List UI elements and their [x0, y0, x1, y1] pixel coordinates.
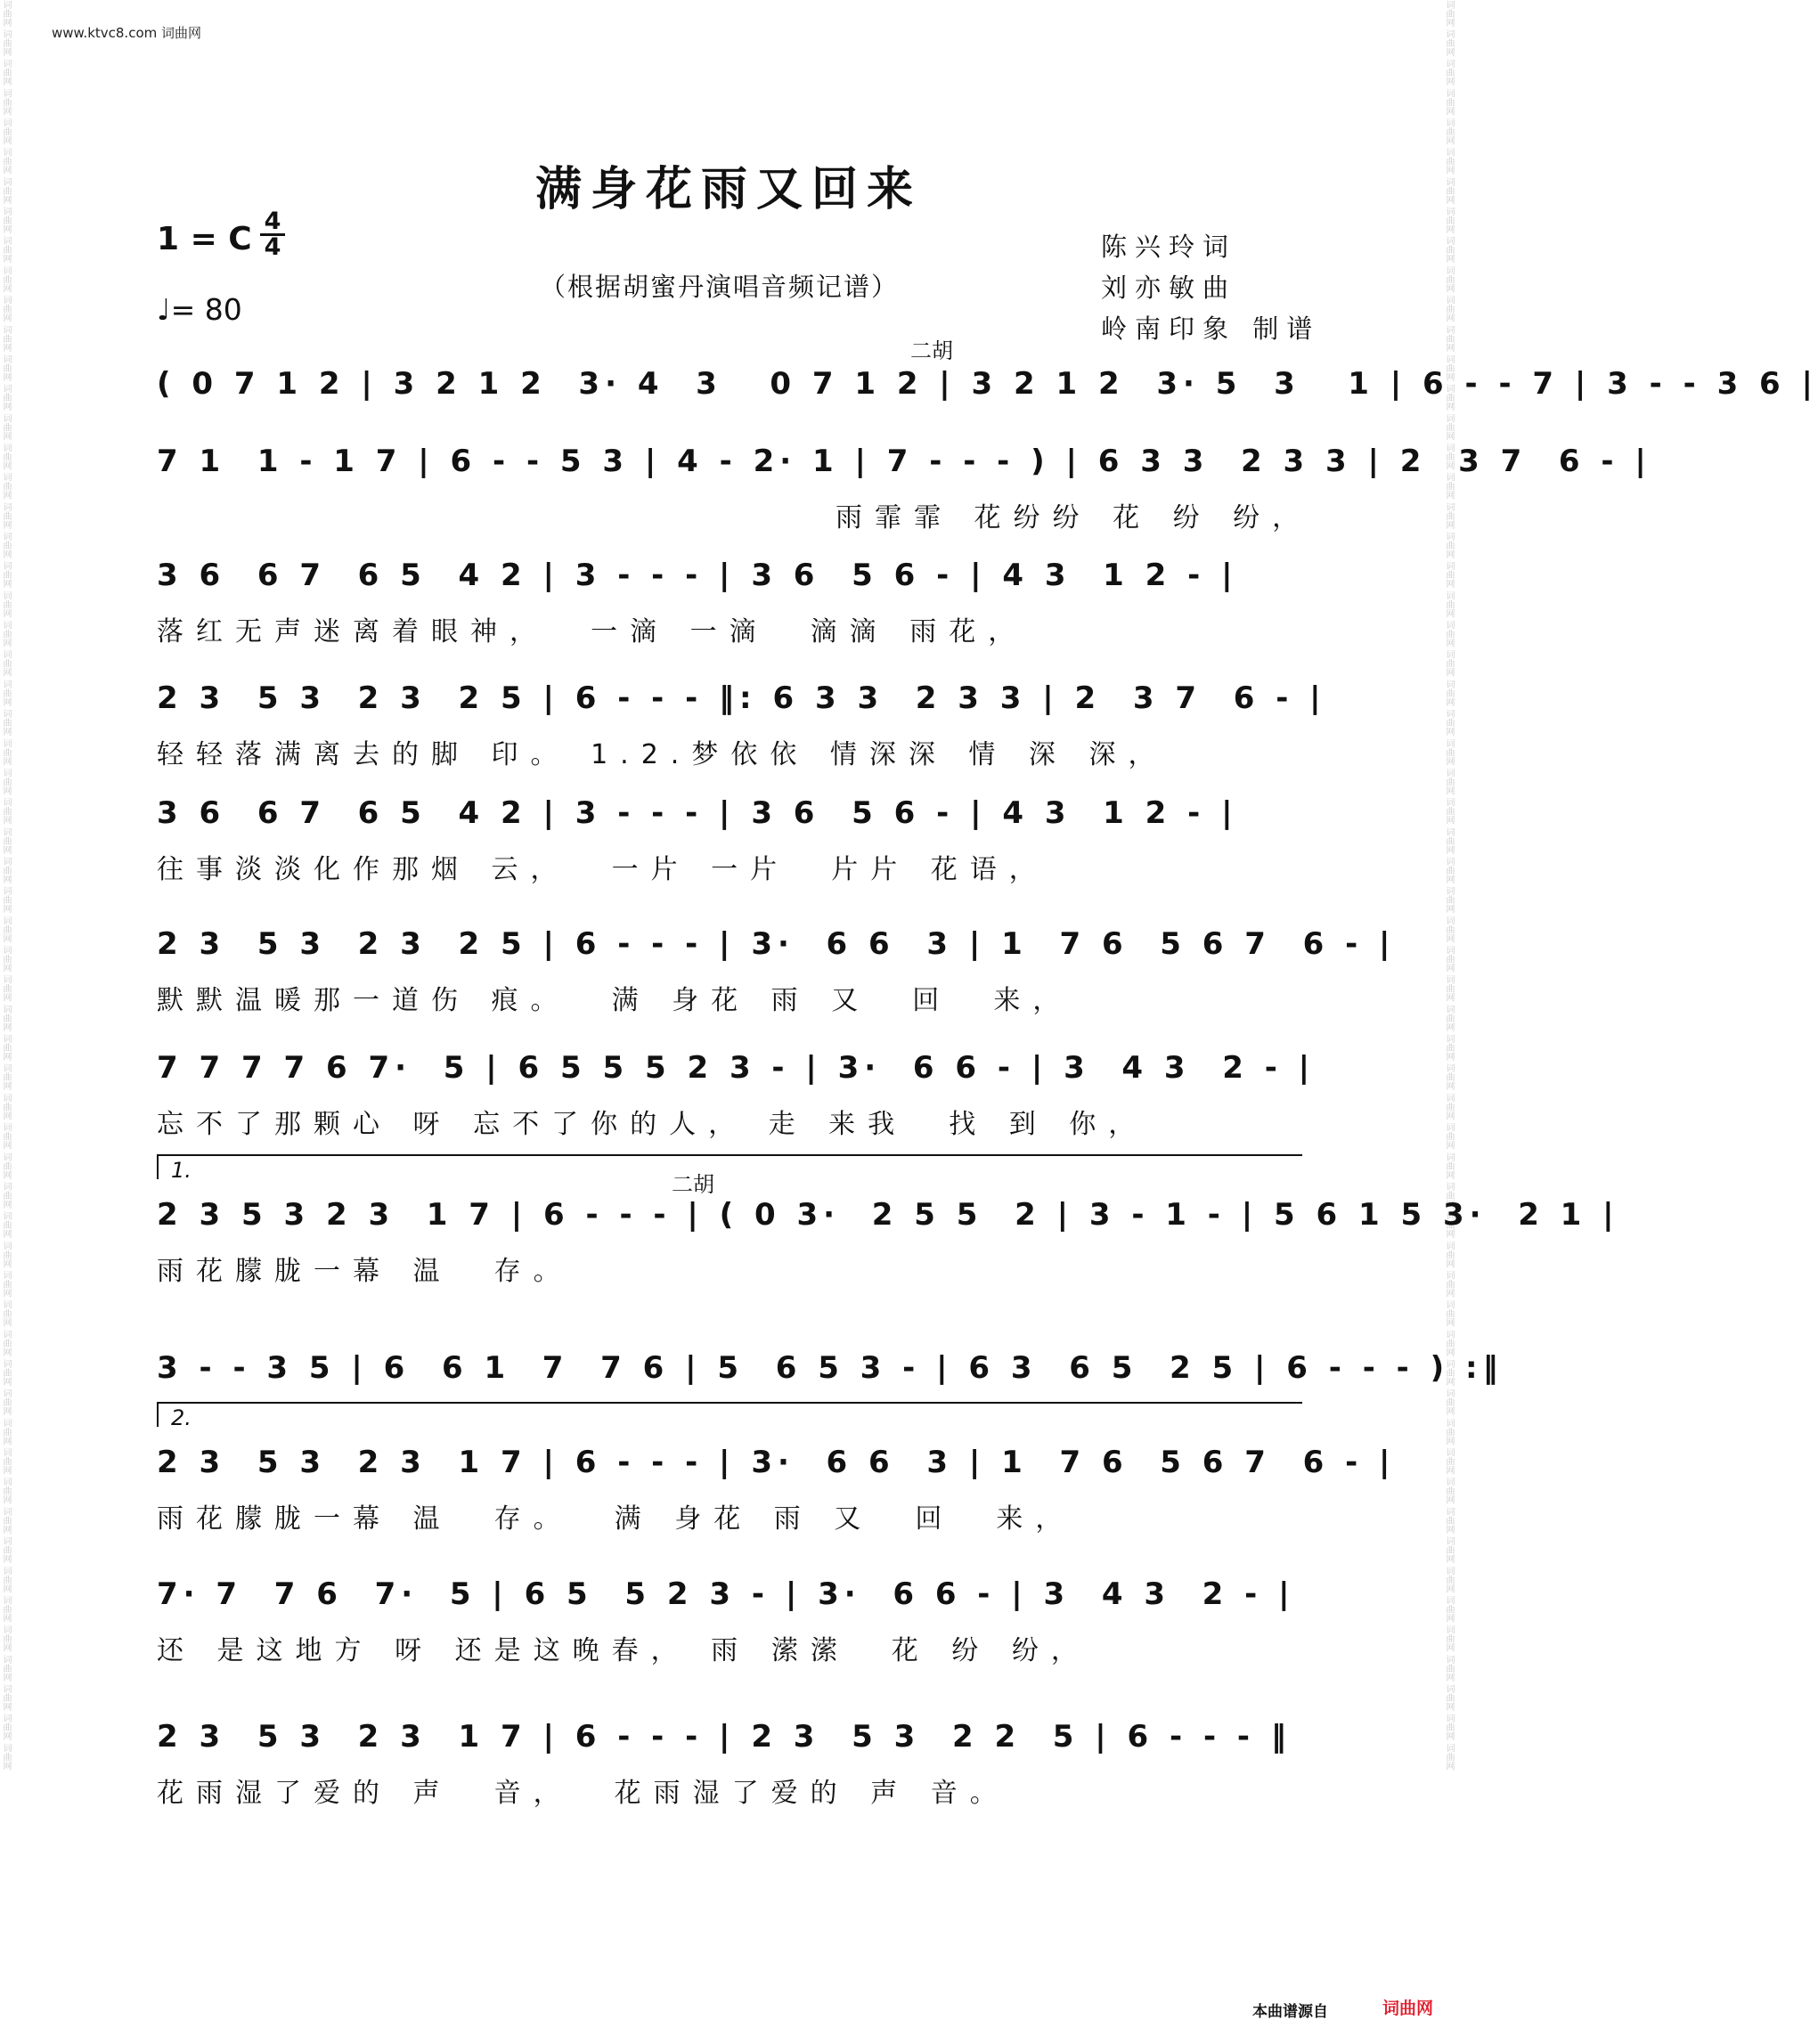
- notes-line: 7 7 7 7 6 7· 5 | 6 5 5 5 2 3 - | 3· 6 6 - | 3 4 3 2 - |: [157, 1050, 1316, 1086]
- notes-line: ( 0 7 1 2 | 3 2 1 2 3· 4 3 0 7 1 2 | 3 2 1 2 3· 5 3 1 | 6 - - 7 | 3 - - 3 6 |: [157, 366, 1818, 402]
- score-line-9: [157, 1345, 1504, 1391]
- score-line-11: [157, 1571, 1300, 1667]
- score-line-3: [157, 552, 1300, 648]
- site-header-text[interactable]: www.ktvc8.com 词曲网: [52, 25, 202, 41]
- lyrics-line: 轻轻落满离去的脚 印。 1.2.梦依依 情深深 情 深 深，: [157, 739, 1168, 770]
- footer-source-text: 本曲谱源自: [1252, 2003, 1328, 2021]
- volta-bracket-2: [157, 1402, 1302, 1430]
- credit-composer: 刘亦敏曲: [1101, 273, 1237, 303]
- footer-site-link[interactable]: 词曲网: [1382, 1999, 1434, 2018]
- score-title: 满身花雨又回来: [534, 162, 922, 216]
- score-subtitle: （根据胡蜜丹演唱音频记谱）: [540, 272, 900, 302]
- score-line-2: [157, 438, 1651, 534]
- credit-lyricist: 陈兴玲词: [1101, 232, 1237, 262]
- key-signature: 1 = C: [157, 221, 252, 257]
- edge-watermark-left: 词曲网 词曲网 词曲网 词曲网 词曲网 词曲网 词曲网 词曲网 词曲网 词曲网 词曲网 词曲网 词曲网 词曲网 词曲网 词曲网 词曲网 词曲网 词曲网 词曲网 词曲网 词曲网 词曲网 词曲网 词曲网 词曲网 词曲网 词曲网 词曲网 词曲网 词曲网 词曲网 词曲网 词曲网 词曲网 词曲网 词曲网 词曲网 词曲网 词曲网 词曲网 词曲网 词曲网 词曲网 词曲网 词曲网 词曲网 词曲网 词曲网 词曲网 词曲网 词曲网 词曲网 词曲网 词曲网 词曲网 词曲网 词曲网 词曲网 词曲网: [1, 0, 11, 1771]
- notes-line: 2 3 5 3 2 3 1 7 | 6 - - - | ( 0 3· 2 5 5 2 | 3 - 1 - | 5 6 1 5 3· 2 1 |: [157, 1197, 1619, 1233]
- lyrics-line: 雨霏霏 花纷纷 花 纷 纷，: [836, 502, 1312, 533]
- volta-1-label: 1.: [171, 1158, 192, 1183]
- score-line-4: [157, 675, 1326, 771]
- lyrics-line: 落红无声迷离着眼神， 一滴 一滴 滴滴 雨花，: [157, 616, 1028, 647]
- lyrics-line: 花雨湿了爱的 声 音， 花雨湿了爱的 声 音。: [157, 1778, 1009, 1809]
- notes-line: 2 3 5 3 2 3 1 7 | 6 - - - | 3· 6 6 3 | 1 7 6 5 6 7 6 - |: [157, 1445, 1396, 1480]
- erhu-label-1: 二胡: [910, 338, 953, 363]
- score-line-7: [157, 1045, 1316, 1141]
- notes-line: 7· 7 7 6 7· 5 | 6 5 5 2 3 - | 3· 6 6 - | 3 4 3 2 - |: [157, 1576, 1295, 1612]
- score-line-5: [157, 790, 1300, 886]
- lyrics-line: 雨花朦胧一幕 温 存。 满 身花 雨 又 回 来，: [157, 1503, 1075, 1535]
- notes-line: 2 3 5 3 2 3 1 7 | 6 - - - | 2 3 5 3 2 2 5 | 6 - - - ‖: [157, 1719, 1292, 1755]
- lyrics-line: 默默温暖那一道伤 痕。 满 身花 雨 又 回 来，: [157, 985, 1072, 1016]
- time-signature-top: 4: [264, 208, 281, 235]
- lyrics-line: 忘不了那颗心 呀 忘不了你的人， 走 来我 找 到 你，: [157, 1109, 1148, 1140]
- lyrics-line: 还 是这地方 呀 还是这晚春， 雨 潆潆 花 纷 纷，: [157, 1635, 1090, 1666]
- notes-line: 7 1 1 - 1 7 | 6 - - 5 3 | 4 - 2· 1 | 7 - - - ) | 6 3 3 2 3 3 | 2 3 7 6 - |: [157, 444, 1651, 479]
- volta-2-label: 2.: [171, 1405, 192, 1430]
- lyrics-line: 往事淡淡化作那烟 云， 一片 一片 片片 花语，: [157, 854, 1048, 885]
- notes-line: 3 - - 3 5 | 6 6 1 7 7 6 | 5 6 5 3 - | 6 3 6 5 2 5 | 6 - - - ) :‖: [157, 1350, 1504, 1386]
- tempo-marking: ♩= 80: [157, 292, 242, 327]
- volta-bracket-1: [157, 1154, 1302, 1183]
- credits: [1101, 226, 1320, 349]
- notes-line: 2 3 5 3 2 3 2 5 | 6 - - - | 3· 6 6 3 | 1 7 6 5 6 7 6 - |: [157, 926, 1396, 962]
- credit-transcriber: 岭南印象 制谱: [1101, 314, 1321, 344]
- score-line-10: [157, 1439, 1396, 1535]
- score-line-6: [157, 921, 1396, 1017]
- erhu-label-2: 二胡: [672, 1172, 714, 1197]
- edge-watermark-right: 词曲网 词曲网 词曲网 词曲网 词曲网 词曲网 词曲网 词曲网 词曲网 词曲网 词曲网 词曲网 词曲网 词曲网 词曲网 词曲网 词曲网 词曲网 词曲网 词曲网 词曲网 词曲网 词曲网 词曲网 词曲网 词曲网 词曲网 词曲网 词曲网 词曲网 词曲网 词曲网 词曲网 词曲网 词曲网 词曲网 词曲网 词曲网 词曲网 词曲网 词曲网 词曲网 词曲网 词曲网 词曲网 词曲网 词曲网 词曲网 词曲网 词曲网 词曲网 词曲网 词曲网 词曲网 词曲网 词曲网 词曲网 词曲网 词曲网 词曲网: [1444, 0, 1454, 1771]
- time-signature-bottom: 4: [264, 233, 281, 261]
- score-line-12: [157, 1714, 1300, 1810]
- score-line-1: [157, 361, 1818, 407]
- time-signature: [260, 210, 285, 259]
- notes-line: 2 3 5 3 2 3 2 5 | 6 - - - ‖: 6 3 3 2 3 3 | 2 3 7 6 - |: [157, 680, 1326, 716]
- lyrics-line: 雨花朦胧一幕 温 存。: [157, 1256, 573, 1287]
- score-line-8: [157, 1192, 1619, 1288]
- notes-line: 3 6 6 7 6 5 4 2 | 3 - - - | 3 6 5 6 - | 4 3 1 2 - |: [157, 795, 1238, 831]
- notes-line: 3 6 6 7 6 5 4 2 | 3 - - - | 3 6 5 6 - | 4 3 1 2 - |: [157, 558, 1238, 593]
